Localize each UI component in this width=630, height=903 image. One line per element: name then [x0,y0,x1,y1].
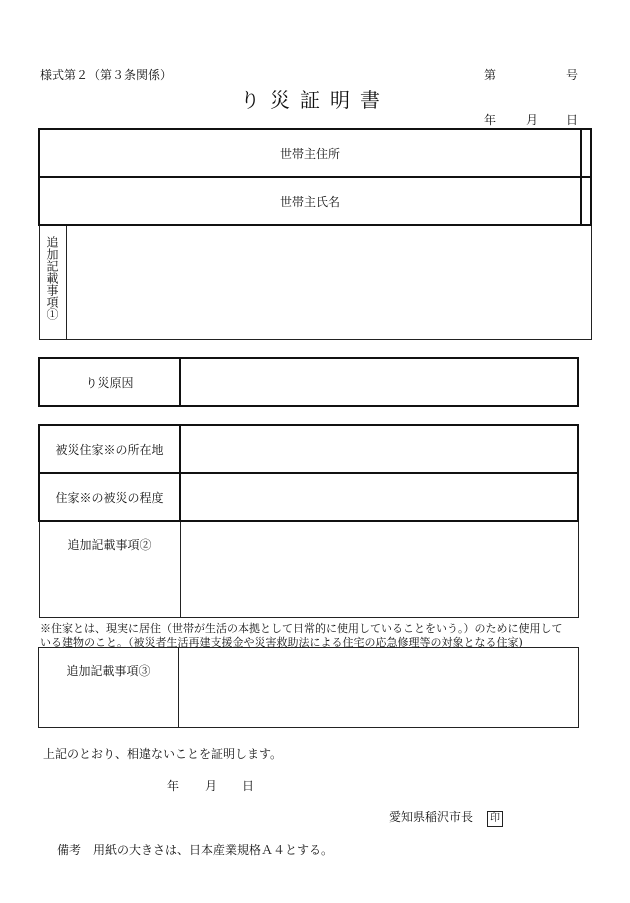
doc-number-prefix: 第 [484,68,497,82]
householder-address-field[interactable] [581,129,591,177]
dwelling-location-field[interactable] [180,425,578,473]
certify-text: 上記のとおり、相違ないことを証明します。 [43,747,283,761]
doc-number-suffix: 号 [566,68,579,82]
householder-name-field[interactable] [581,177,591,225]
additional-1-label-cell [39,225,66,339]
cause-label: り災原因 [39,358,180,406]
header-date-month: 月 [526,113,539,127]
dwelling-table [38,424,579,618]
footer-date-day: 日 [242,779,255,793]
additional-1-label: 追加記載事項① [45,236,59,320]
additional-2-field[interactable] [180,521,578,617]
issuer-name: 愛知県稲沢市長 [389,810,474,824]
damage-degree-label: 住家※の被災の程度 [39,473,180,521]
seal-mark: 印 [487,811,503,827]
header-date-day: 日 [566,113,579,127]
dwelling-note-line2: いる建物のこと。（被災者生活再建支援金や災害救助法による住宅の応急修理等の対象となる住家) [40,636,523,649]
remark: 備考 用紙の大きさは、日本産業規格Ａ４とする。 [57,843,334,857]
cause-field[interactable] [180,358,578,406]
additional-3-label: 追加記載事項③ [39,648,179,728]
householder-address-label: 世帯主住所 [39,129,581,177]
page-title: り災証明書 [240,88,390,112]
issuer-line [389,808,503,827]
cause-table [38,357,579,407]
footer-date-month: 月 [205,779,218,793]
dwelling-location-label: 被災住家※の所在地 [39,425,180,473]
householder-table [38,128,592,340]
footer-date-year: 年 [167,779,180,793]
header-date-year: 年 [484,113,497,127]
form-number: 様式第２（第３条関係） [40,68,173,82]
additional-1-field[interactable] [66,225,591,339]
additional-3-table [38,647,579,728]
additional-3-field[interactable] [179,648,579,728]
dwelling-note-line1: ※住家とは、現実に居住（世帯が生活の本拠として日常的に使用していることをいう。）のために使用して [40,622,563,635]
damage-degree-field[interactable] [180,473,578,521]
additional-2-label: 追加記載事項② [39,521,180,617]
householder-name-label: 世帯主氏名 [39,177,581,225]
